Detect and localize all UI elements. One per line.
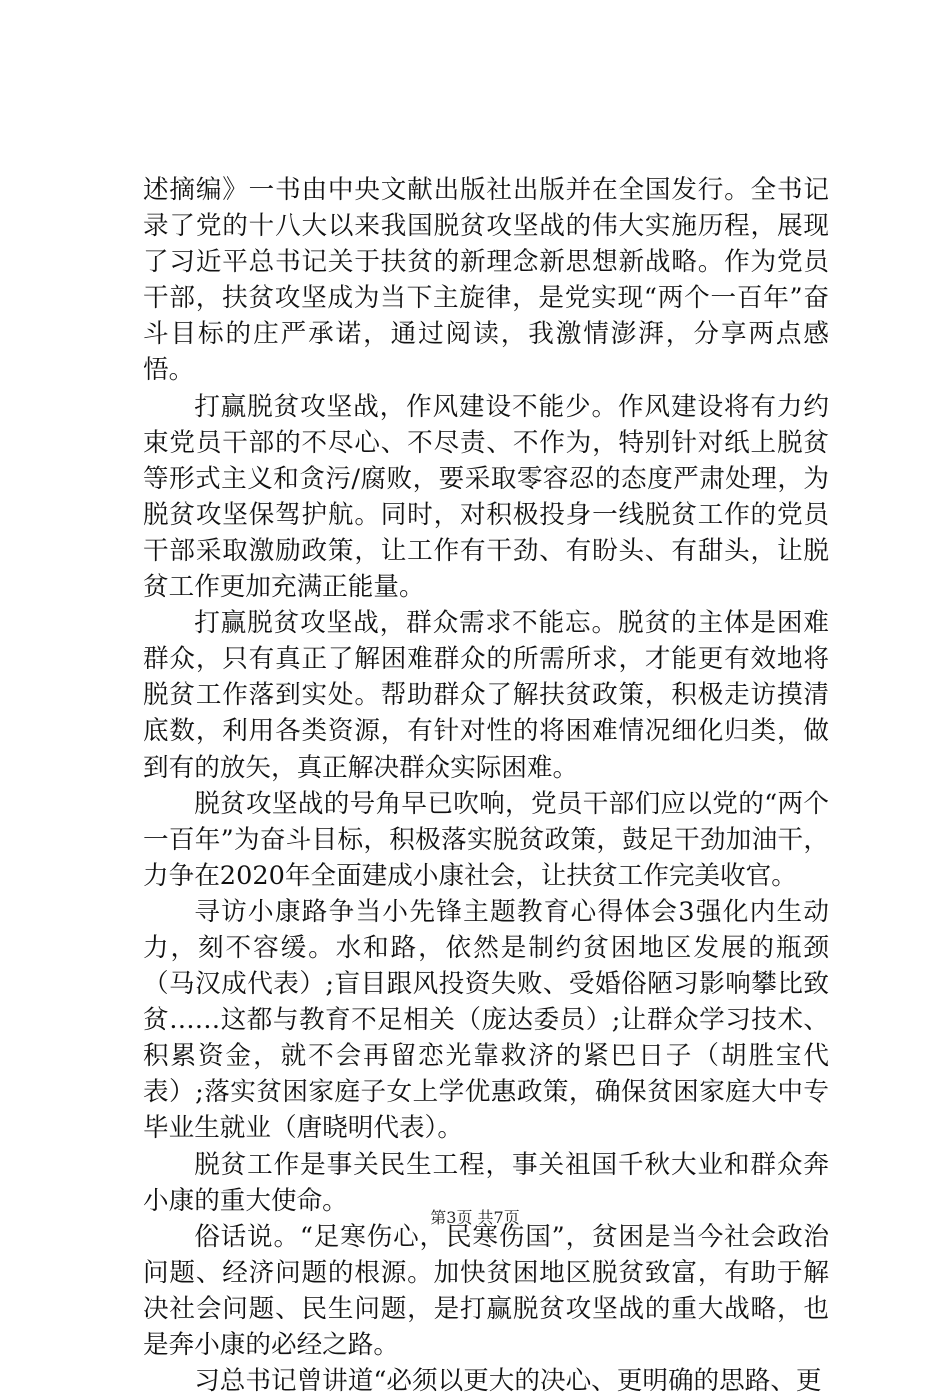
paragraph-2: 打赢脱贫攻坚战，作风建设不能少。作风建设将有力约束党员干部的不尽心、不尽责、不作为，特别针对纸上脱贫等形式主义和贪污/腐败，要采取零容忍的态度严肃处理，为脱贫攻坚保驾护航。同时，对积极投身一线脱贫工作的党员干部采取激励政策，让工作有干劲、有盼头、有甜头，让脱贫工作更加充满正能量。 (143, 391, 829, 603)
paragraph-8: 习总书记曾讲道“必须以更大的决心、更明确的思路、更 (194, 1366, 822, 1397)
paragraph-6: 脱贫工作是事关民生工程，事关祖国千秋大业和群众奔小康的重大使命。 (143, 1149, 829, 1216)
paragraph-3: 打赢脱贫攻坚战，群众需求不能忘。脱贫的主体是困难群众，只有真正了解困难群众的所需所求，才能更有效地将脱贫工作落到实处。帮助群众了解扶贫政策，积极走访摸清底数，利用各类资源，有针对性的将困难情况细化归类，做到有的放矢，真正解决群众实际困难。 (143, 608, 829, 783)
paragraph-5: 寻访小康路争当小先锋主题教育心得体会3强化内生动力，刻不容缓。水和路，依然是制约贫困地区发展的瓶颈（马汉成代表）;盲目跟风投资失败、受婚俗陋习影响攀比致贫……这都与教育不足相关（庞达委员）;让群众学习技术、积累资金，就不会再留恋光靠救济的紧巴日子（胡胜宝代表）;落实贫困家庭子女上学优惠政策，确保贫困家庭大中专毕业生就业（唐晓明代表）。 (143, 896, 829, 1144)
paragraph-4: 脱贫攻坚战的号角早已吹响，党员干部们应以党的“两个一百年”为奋斗目标，积极落实脱贫政策，鼓足干劲加油干，力争在2020年全面建成小康社会，让扶贫工作完美收官。 (143, 788, 829, 891)
paragraph-7: 俗话说。“足寒伤心，民寒伤国”，贫困是当今社会政治问题、经济问题的根源。加快贫困地区脱贫致富，有助于解决社会问题、民生问题，是打赢脱贫攻坚战的重大战略，也是奔小康的必经之路。 (143, 1221, 829, 1360)
page-number-label: 第3页 共7页 (430, 1208, 520, 1227)
page-footer (0, 1208, 950, 1228)
paragraph-1: 述摘编》一书由中央文献出版社出版并在全国发行。全书记录了党的十八大以来我国脱贫攻坚战的伟大实施历程，展现了习近平总书记关于扶贫的新理念新思想新战略。作为党员干部，扶贫攻坚成为当下主旋律，是党实现“两个一百年”奋斗目标的庄严承诺，通过阅读，我激情澎湃，分享两点感悟。 (143, 175, 829, 386)
